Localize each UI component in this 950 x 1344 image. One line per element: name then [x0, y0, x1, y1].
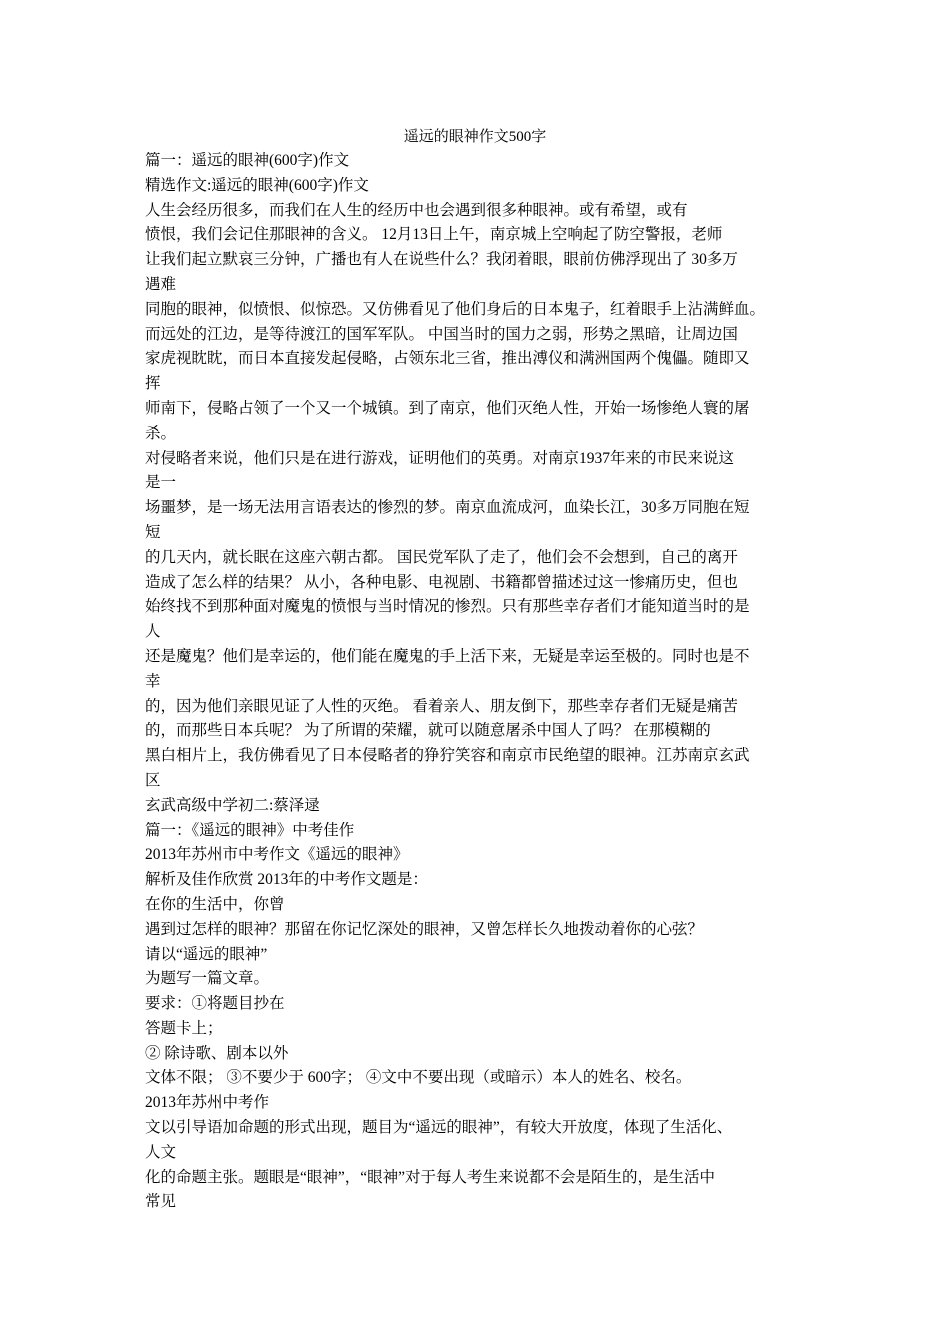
text-line: 场噩梦，是一场无法用言语表达的惨烈的梦。南京血流成河，血染长江，30多万同胞在短 [145, 499, 750, 517]
text-line: ② 除诗歌、剧本以外 [145, 1044, 289, 1062]
text-line: 的几天内，就长眠在这座六朝古都。 国民党军队了走了，他们会不会想到，自己的离开 [145, 548, 738, 566]
text-line: 在你的生活中，你曾 [145, 895, 285, 913]
text-line: 要求：①将题目抄在 [145, 995, 285, 1013]
text-line: 家虎视眈眈，而日本直接发起侵略，占领东北三省，推出溥仪和满洲国两个傀儡。随即又 [145, 350, 750, 368]
text-line: 幸 [145, 672, 161, 690]
text-line: 篇一：《遥远的眼神》中考佳作 [145, 821, 355, 839]
text-line: 文体不限； ③不要少于 600字； ④文中不要出现（或暗示）本人的姓名、校名。 [145, 1069, 692, 1087]
text-line: 解析及佳作欣赏 2013年的中考作文题是： [145, 871, 428, 889]
text-line: 精选作文:遥远的眼神(600字)作文 [145, 176, 369, 194]
text-line: 篇一：遥远的眼神(600字)作文 [145, 152, 350, 169]
text-line: 请以“遥远的眼神” [145, 945, 268, 963]
text-line: 始终找不到那种面对魔鬼的愤恨与当时情况的惨烈。只有那些幸存者们才能知道当时的是 [145, 598, 750, 616]
text-line: 还是魔鬼？他们是幸运的，他们能在魔鬼的手上活下来，无疑是幸运至极的。同时也是不 [145, 647, 750, 665]
text-line: 同胞的眼神，似愤恨、似惊恐。又仿佛看见了他们身后的日本鬼子，红着眼手上沾满鲜血。 [145, 300, 766, 318]
text-line: 玄武高级中学初二:蔡泽逯 [145, 796, 320, 814]
text-line: 杀。 [145, 424, 177, 442]
text-line: 文以引导语加命题的形式出现，题目为“遥远的眼神”，有较大开放度，体现了生活化、 [145, 1119, 733, 1137]
text-line: 的，因为他们亲眼见证了人性的灭绝。 看着亲人、朋友倒下，那些幸存者们无疑是痛苦 [145, 697, 738, 715]
text-line: 短 [145, 523, 161, 541]
text-line: 人 [145, 623, 161, 641]
text-line: 黑白相片上，我仿佛看见了日本侵略者的狰狞笑容和南京市民绝望的眼神。江苏南京玄武 [145, 747, 750, 765]
text-line: 常见 [145, 1193, 177, 1211]
text-line: 化的命题主张。题眼是“眼神”，“眼神”对于每人考生来说都不会是陌生的，是生活中 [145, 1168, 716, 1186]
text-line: 让我们起立默哀三分钟，广播也有人在说些什么？我闭着眼，眼前仿佛浮现出了 30多万 [145, 251, 738, 269]
text-line: 2013年苏州市中考作文《遥远的眼神》 [145, 846, 409, 864]
text-line: 人文 [145, 1143, 177, 1161]
text-line: 区 [145, 771, 161, 789]
text-line: 是一 [145, 474, 177, 492]
text-line: 遇到过怎样的眼神？那留在你记忆深处的眼神，又曾怎样长久地拨动着你的心弦？ [145, 920, 704, 938]
text-line: 而远处的江边，是等待渡江的国军军队。 中国当时的国力之弱，形势之黑暗，让周边国 [145, 325, 738, 343]
text-line: 挥 [145, 375, 161, 393]
text-line: 2013年苏州中考作 [145, 1094, 270, 1112]
text-line: 为题写一篇文章。 [145, 970, 270, 988]
document-title: 遥远的眼神作文500字 [403, 129, 547, 145]
text-line: 遇难 [145, 275, 177, 293]
text-line: 师南下，侵略占领了一个又一个城镇。到了南京，他们灭绝人性，开始一场惨绝人寰的屠 [145, 399, 750, 417]
text-line: 愤恨，我们会记住那眼神的含义。 12月13日上午，南京城上空响起了防空警报，老师 [145, 226, 723, 244]
text-line: 的，而那些日本兵呢？ 为了所谓的荣耀，就可以随意屠杀中国人了吗？ 在那模糊的 [145, 722, 711, 740]
text-line: 造成了怎么样的结果？ 从小，各种电影、电视剧、书籍都曾描述过这一惨痛历史，但也 [145, 573, 738, 591]
text-line: 人生会经历很多，而我们在人生的经历中也会遇到很多种眼神。或有希望，或有 [145, 201, 688, 219]
document-body [145, 149, 815, 1215]
text-line: 对侵略者来说，他们只是在进行游戏，证明他们的英勇。对南京1937年来的市民来说这 [145, 449, 735, 467]
text-line: 答题卡上； [145, 1019, 223, 1037]
